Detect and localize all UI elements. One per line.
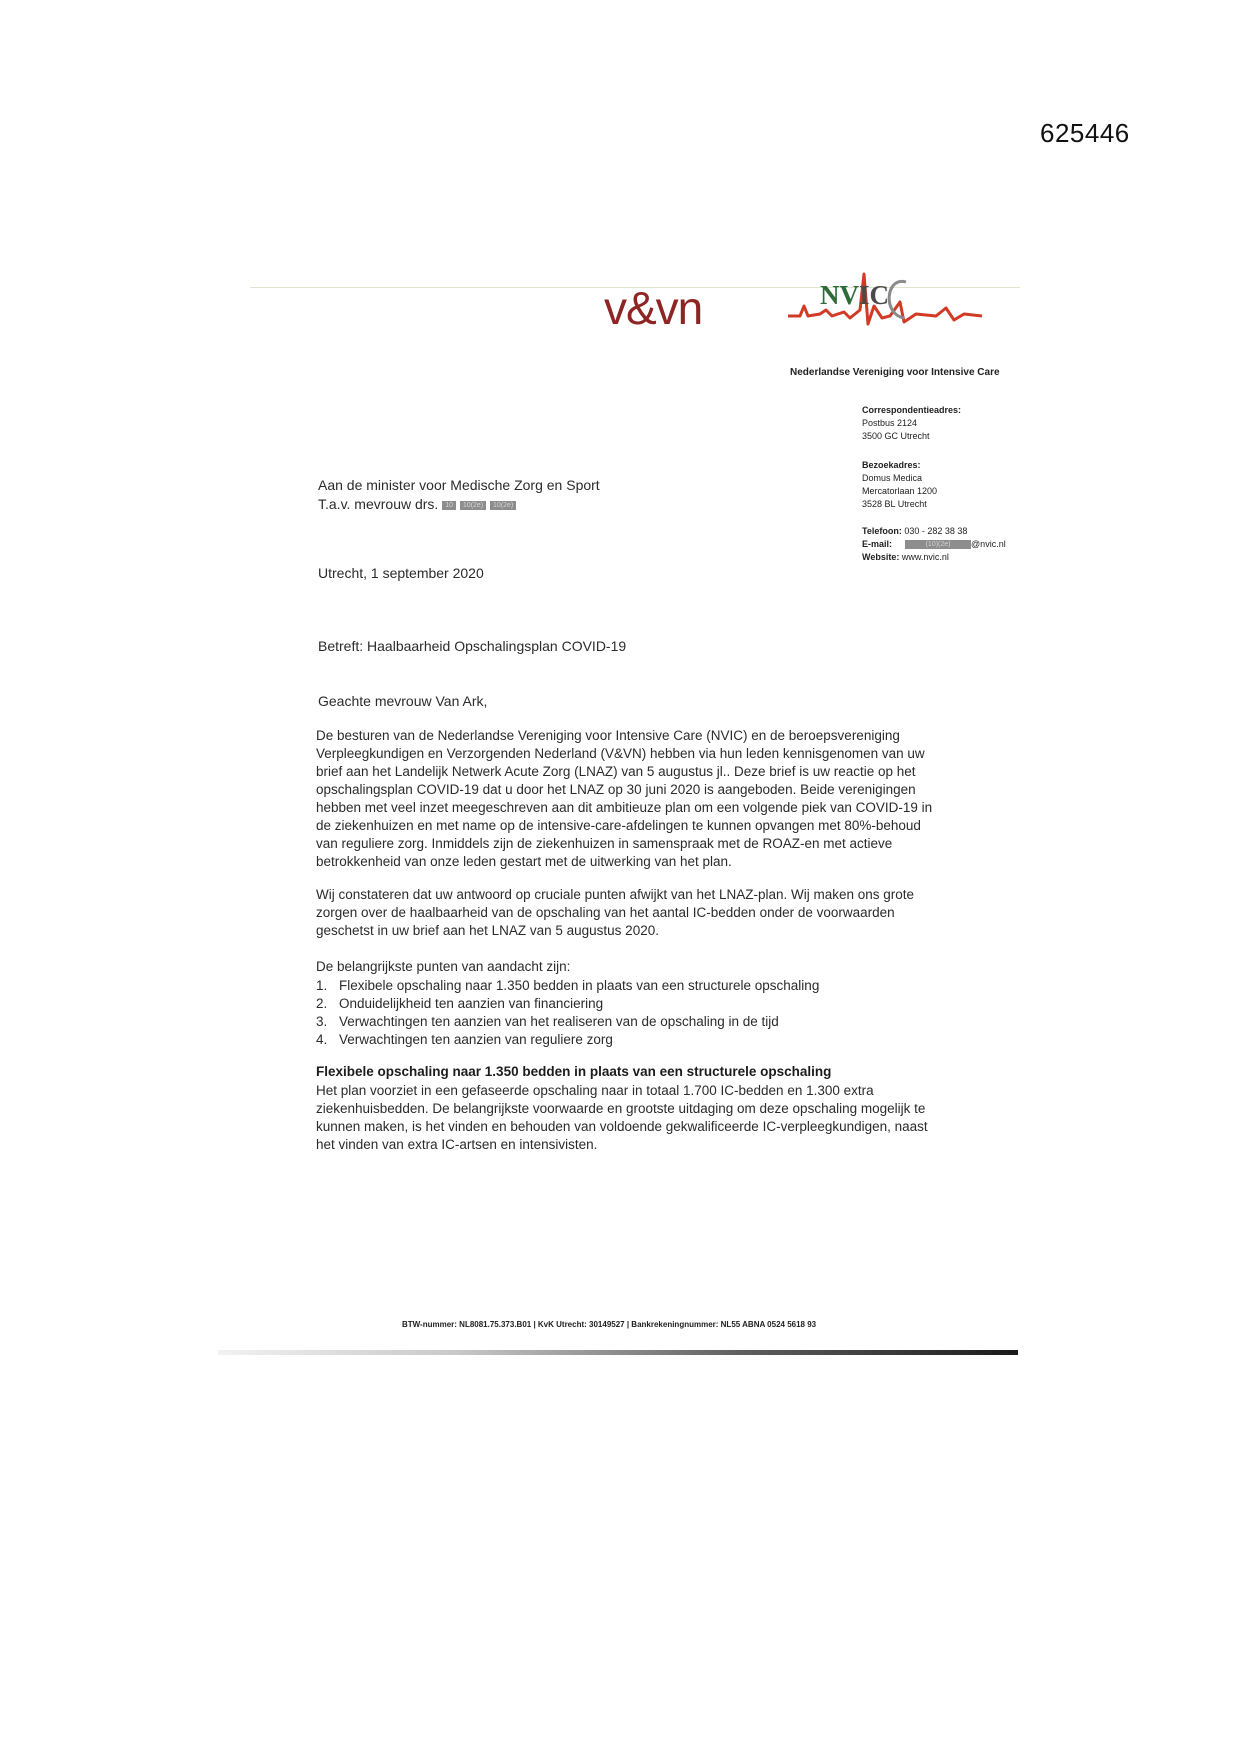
list-item-number: 3. xyxy=(316,1014,328,1029)
list-item-text: Verwachtingen ten aanzien van het realiseren van de opschaling in de tijd xyxy=(339,1014,779,1029)
visit-address-label: Bezoekadres: xyxy=(862,460,921,470)
website-label: Website: xyxy=(862,552,900,562)
list-item-text: Onduidelijkheid ten aanzien van financiering xyxy=(339,996,604,1011)
visit-address-line: 3528 BL Utrecht xyxy=(862,499,927,509)
list-item xyxy=(316,977,819,995)
recipient-redaction: 10(2e) xyxy=(460,501,486,510)
visit-address-line: Mercatorlaan 1200 xyxy=(862,486,938,496)
nvic-ic-letters: IC xyxy=(859,280,890,310)
email-domain: @nvic.nl xyxy=(971,539,1006,549)
recipient-redaction: 10(2e) xyxy=(490,501,516,510)
phone-row xyxy=(862,525,1006,538)
recipient-attention-prefix: T.a.v. mevrouw drs. xyxy=(318,496,439,512)
document-number: 625446 xyxy=(1040,118,1130,148)
email-row xyxy=(862,538,1006,551)
section-paragraph: Het plan voorziet in een gefaseerde opschaling naar in totaal 1.700 IC-bedden en 1.300 extra ziekenhuisbedden. De belangrijkste voorwaarde en grootste uitdaging om deze opschaling mogelijk te kunnen maken, is het vinden en behouden van voldoende gekwalificeerde IC-verpleegkundigen, naast het vinden van extra IC-artsen en intensivisten. xyxy=(316,1083,928,1152)
subject-line: Betreft: Haalbaarheid Opschalingsplan COVID-19 xyxy=(318,638,627,654)
footer-rule xyxy=(218,1350,1018,1355)
recipient-redaction: 10 xyxy=(442,501,456,510)
nvic-logo xyxy=(786,266,986,336)
recipient-attention-line xyxy=(318,495,600,514)
visit-address-line: Domus Medica xyxy=(862,473,923,483)
recipient-block xyxy=(318,476,600,514)
date-line: Utrecht, 1 september 2020 xyxy=(318,565,484,581)
website-url: www.nvic.nl xyxy=(901,552,949,562)
correspondence-line: Postbus 2124 xyxy=(862,418,918,428)
contact-details xyxy=(862,525,1006,564)
nvic-nv-letters: NV xyxy=(820,280,859,310)
section-heading: Flexibele opschaling naar 1.350 bedden in plaats van een structurele opschaling xyxy=(316,1064,832,1079)
nvic-lettering xyxy=(820,280,889,311)
list-item xyxy=(316,995,819,1013)
list-item-text: Flexibele opschaling naar 1.350 bedden in plaats van een structurele opschaling xyxy=(339,978,820,993)
correspondence-label: Correspondentieadres: xyxy=(862,405,962,415)
organization-name: Nederlandse Vereniging voor Intensive Care xyxy=(790,367,1000,378)
salutation: Geachte mevrouw Van Ark, xyxy=(318,693,488,709)
list-item-text: Verwachtingen ten aanzien van reguliere zorg xyxy=(339,1032,613,1047)
website-row xyxy=(862,551,1006,564)
footer-registration: BTW-nummer: NL8081.75.373.B01 | KvK Utrecht: 30149527 | Bankrekeningnummer: NL55 ABNA 0524 5618 93 xyxy=(402,1320,817,1329)
vvn-logo: v&vn xyxy=(604,282,703,334)
recipient-line: Aan de minister voor Medische Zorg en Sport xyxy=(318,477,600,493)
phone-label: Telefoon: xyxy=(862,526,902,536)
email-redaction: (10)(2e) xyxy=(905,540,971,549)
list-item xyxy=(316,1013,819,1031)
list-item-number: 1. xyxy=(316,978,328,993)
correspondence-address xyxy=(862,404,961,443)
points-list xyxy=(316,977,819,1049)
correspondence-line: 3500 GC Utrecht xyxy=(862,431,930,441)
list-item xyxy=(316,1031,819,1049)
visit-address xyxy=(862,459,937,511)
phone-number: 030 - 282 38 38 xyxy=(904,526,968,536)
list-item-number: 2. xyxy=(316,996,328,1011)
list-item-number: 4. xyxy=(316,1032,328,1047)
email-label: E-mail: xyxy=(862,539,893,549)
body-paragraph: De besturen van de Nederlandse Vereniging voor Intensive Care (NVIC) en de beroepsvereniging Verpleegkundigen en Verzorgenden Nederland (V&VN) hebben via hun leden kennisgenomen van uw brief aan het Landelijk Netwerk Acute Zorg (LNAZ) van 5 augustus jl.. Deze brief is uw reactie op het opschalingsplan COVID-19 dat u door het LNAZ op 30 juni 2020 is aangeboden. Beide verenigingen hebben met veel inzet meegeschreven aan dit ambitieuze plan om een volgende piek van COVID-19 in de ziekenhuizen en met name op de intensive-care-afdelingen te kunnen opvangen met 80%-behoud van reguliere zorg. Inmiddels zijn de ziekenhuizen in samenspraak met de ROAZ-en met actieve betrokkenheid van onze leden gestart met de uitwerking van het plan. xyxy=(316,728,933,869)
body-paragraph: Wij constateren dat uw antwoord op cruciale punten afwijkt van het LNAZ-plan. Wij maken ons grote zorgen over de haalbaarheid van de opschaling van het aantal IC-bedden onder de voorwaarden geschetst in uw brief aan het LNAZ van 5 augustus 2020. xyxy=(316,887,915,938)
points-intro: De belangrijkste punten van aandacht zijn: xyxy=(316,959,571,974)
